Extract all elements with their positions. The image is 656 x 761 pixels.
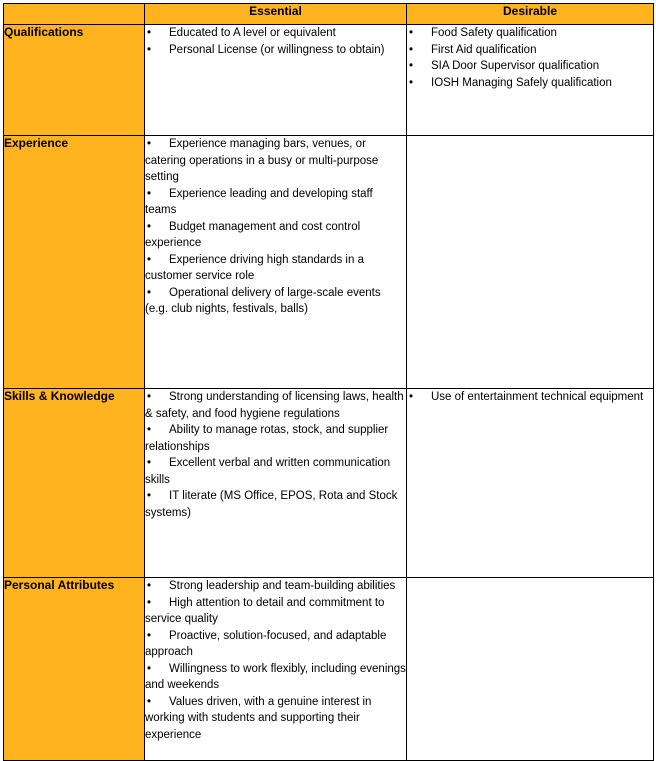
list-item: • Experience driving high standards in a customer service role: [145, 253, 364, 282]
bullet-icon: •: [147, 27, 152, 39]
list-item: • Personal License (or willingness to obtain): [145, 42, 406, 59]
bullet-icon: •: [147, 490, 152, 502]
bullet-icon: •: [147, 187, 152, 200]
essential-cell: [145, 578, 407, 761]
bullet-icon: •: [147, 220, 152, 233]
desirable-header: Desirable: [407, 4, 654, 25]
list-item: • Budget management and cost control experience: [145, 220, 361, 249]
list-item: • Experience managing bars, venues, or catering operations in a busy or multi-purpose setting: [145, 138, 379, 183]
row-experience: [4, 136, 654, 389]
bullet-icon: •: [409, 60, 414, 72]
list-item: • Values driven, with a genuine interest in working with students and supporting their experience: [145, 695, 372, 741]
essential-list: [145, 578, 406, 743]
list-item: • Willingness to work flexibly, including evenings and weekends: [145, 662, 406, 691]
desirable-cell: [407, 578, 654, 761]
essential-list: [145, 136, 406, 318]
bullet-icon: •: [147, 253, 152, 266]
bullet-icon: •: [147, 580, 152, 592]
bullet-icon: •: [147, 43, 152, 56]
row-label: Skills & Knowledge: [4, 389, 145, 578]
bullet-icon: •: [409, 76, 414, 89]
row-qualifications: [4, 25, 654, 136]
corner-header: [4, 4, 145, 25]
essential-cell: [145, 136, 407, 389]
list-item: • First Aid qualification: [407, 42, 653, 59]
bullet-icon: •: [409, 43, 414, 56]
list-item: • IOSH Managing Safely qualification: [407, 75, 653, 92]
bullet-icon: •: [147, 286, 152, 299]
list-item: • Strong leadership and team-building abilities: [145, 578, 406, 595]
list-item: • Proactive, solution-focused, and adaptable approach: [145, 629, 387, 658]
desirable-list: [407, 389, 653, 406]
row-label: Personal Attributes: [4, 578, 145, 761]
list-item: • Excellent verbal and written communication skills: [145, 457, 391, 486]
list-item: • SIA Door Supervisor qualification: [407, 58, 653, 75]
bullet-icon: •: [147, 596, 152, 609]
essential-cell: [145, 389, 407, 578]
row-skills-knowledge: [4, 389, 654, 578]
bullet-icon: •: [409, 391, 414, 403]
bullet-icon: •: [409, 27, 414, 39]
row-personal-attributes: [4, 578, 654, 761]
bullet-icon: •: [147, 424, 152, 436]
person-specification-table: [3, 3, 654, 761]
desirable-cell: [407, 25, 654, 136]
desirable-list: [407, 25, 653, 91]
list-item: • Operational delivery of large-scale events (e.g. club nights, festivals, balls): [145, 286, 381, 315]
list-item: • High attention to detail and commitment to service quality: [145, 596, 385, 625]
list-item: • Use of entertainment technical equipment: [407, 389, 653, 406]
bullet-icon: •: [147, 138, 152, 150]
essential-list: [145, 389, 406, 521]
bullet-icon: •: [147, 457, 152, 469]
bullet-icon: •: [147, 662, 152, 675]
list-item: • IT literate (MS Office, EPOS, Rota and Stock systems): [145, 490, 398, 519]
bullet-icon: •: [147, 695, 152, 708]
header-row: [4, 4, 654, 25]
desirable-cell: [407, 136, 654, 389]
list-item: • Strong understanding of licensing laws, health & safety, and food hygiene regulations: [145, 391, 404, 420]
list-item: • Ability to manage rotas, stock, and supplier relationships: [145, 424, 389, 453]
row-label: Qualifications: [4, 25, 145, 136]
list-item: • Experience leading and developing staff teams: [145, 187, 373, 216]
list-item: • Educated to A level or equivalent: [145, 25, 406, 42]
bullet-icon: •: [147, 391, 152, 403]
row-label: Experience: [4, 136, 145, 389]
desirable-cell: [407, 389, 654, 578]
bullet-icon: •: [147, 629, 152, 642]
essential-cell: [145, 25, 407, 136]
list-item: • Food Safety qualification: [407, 25, 653, 42]
essential-list: [145, 25, 406, 58]
essential-header: Essential: [145, 4, 407, 25]
